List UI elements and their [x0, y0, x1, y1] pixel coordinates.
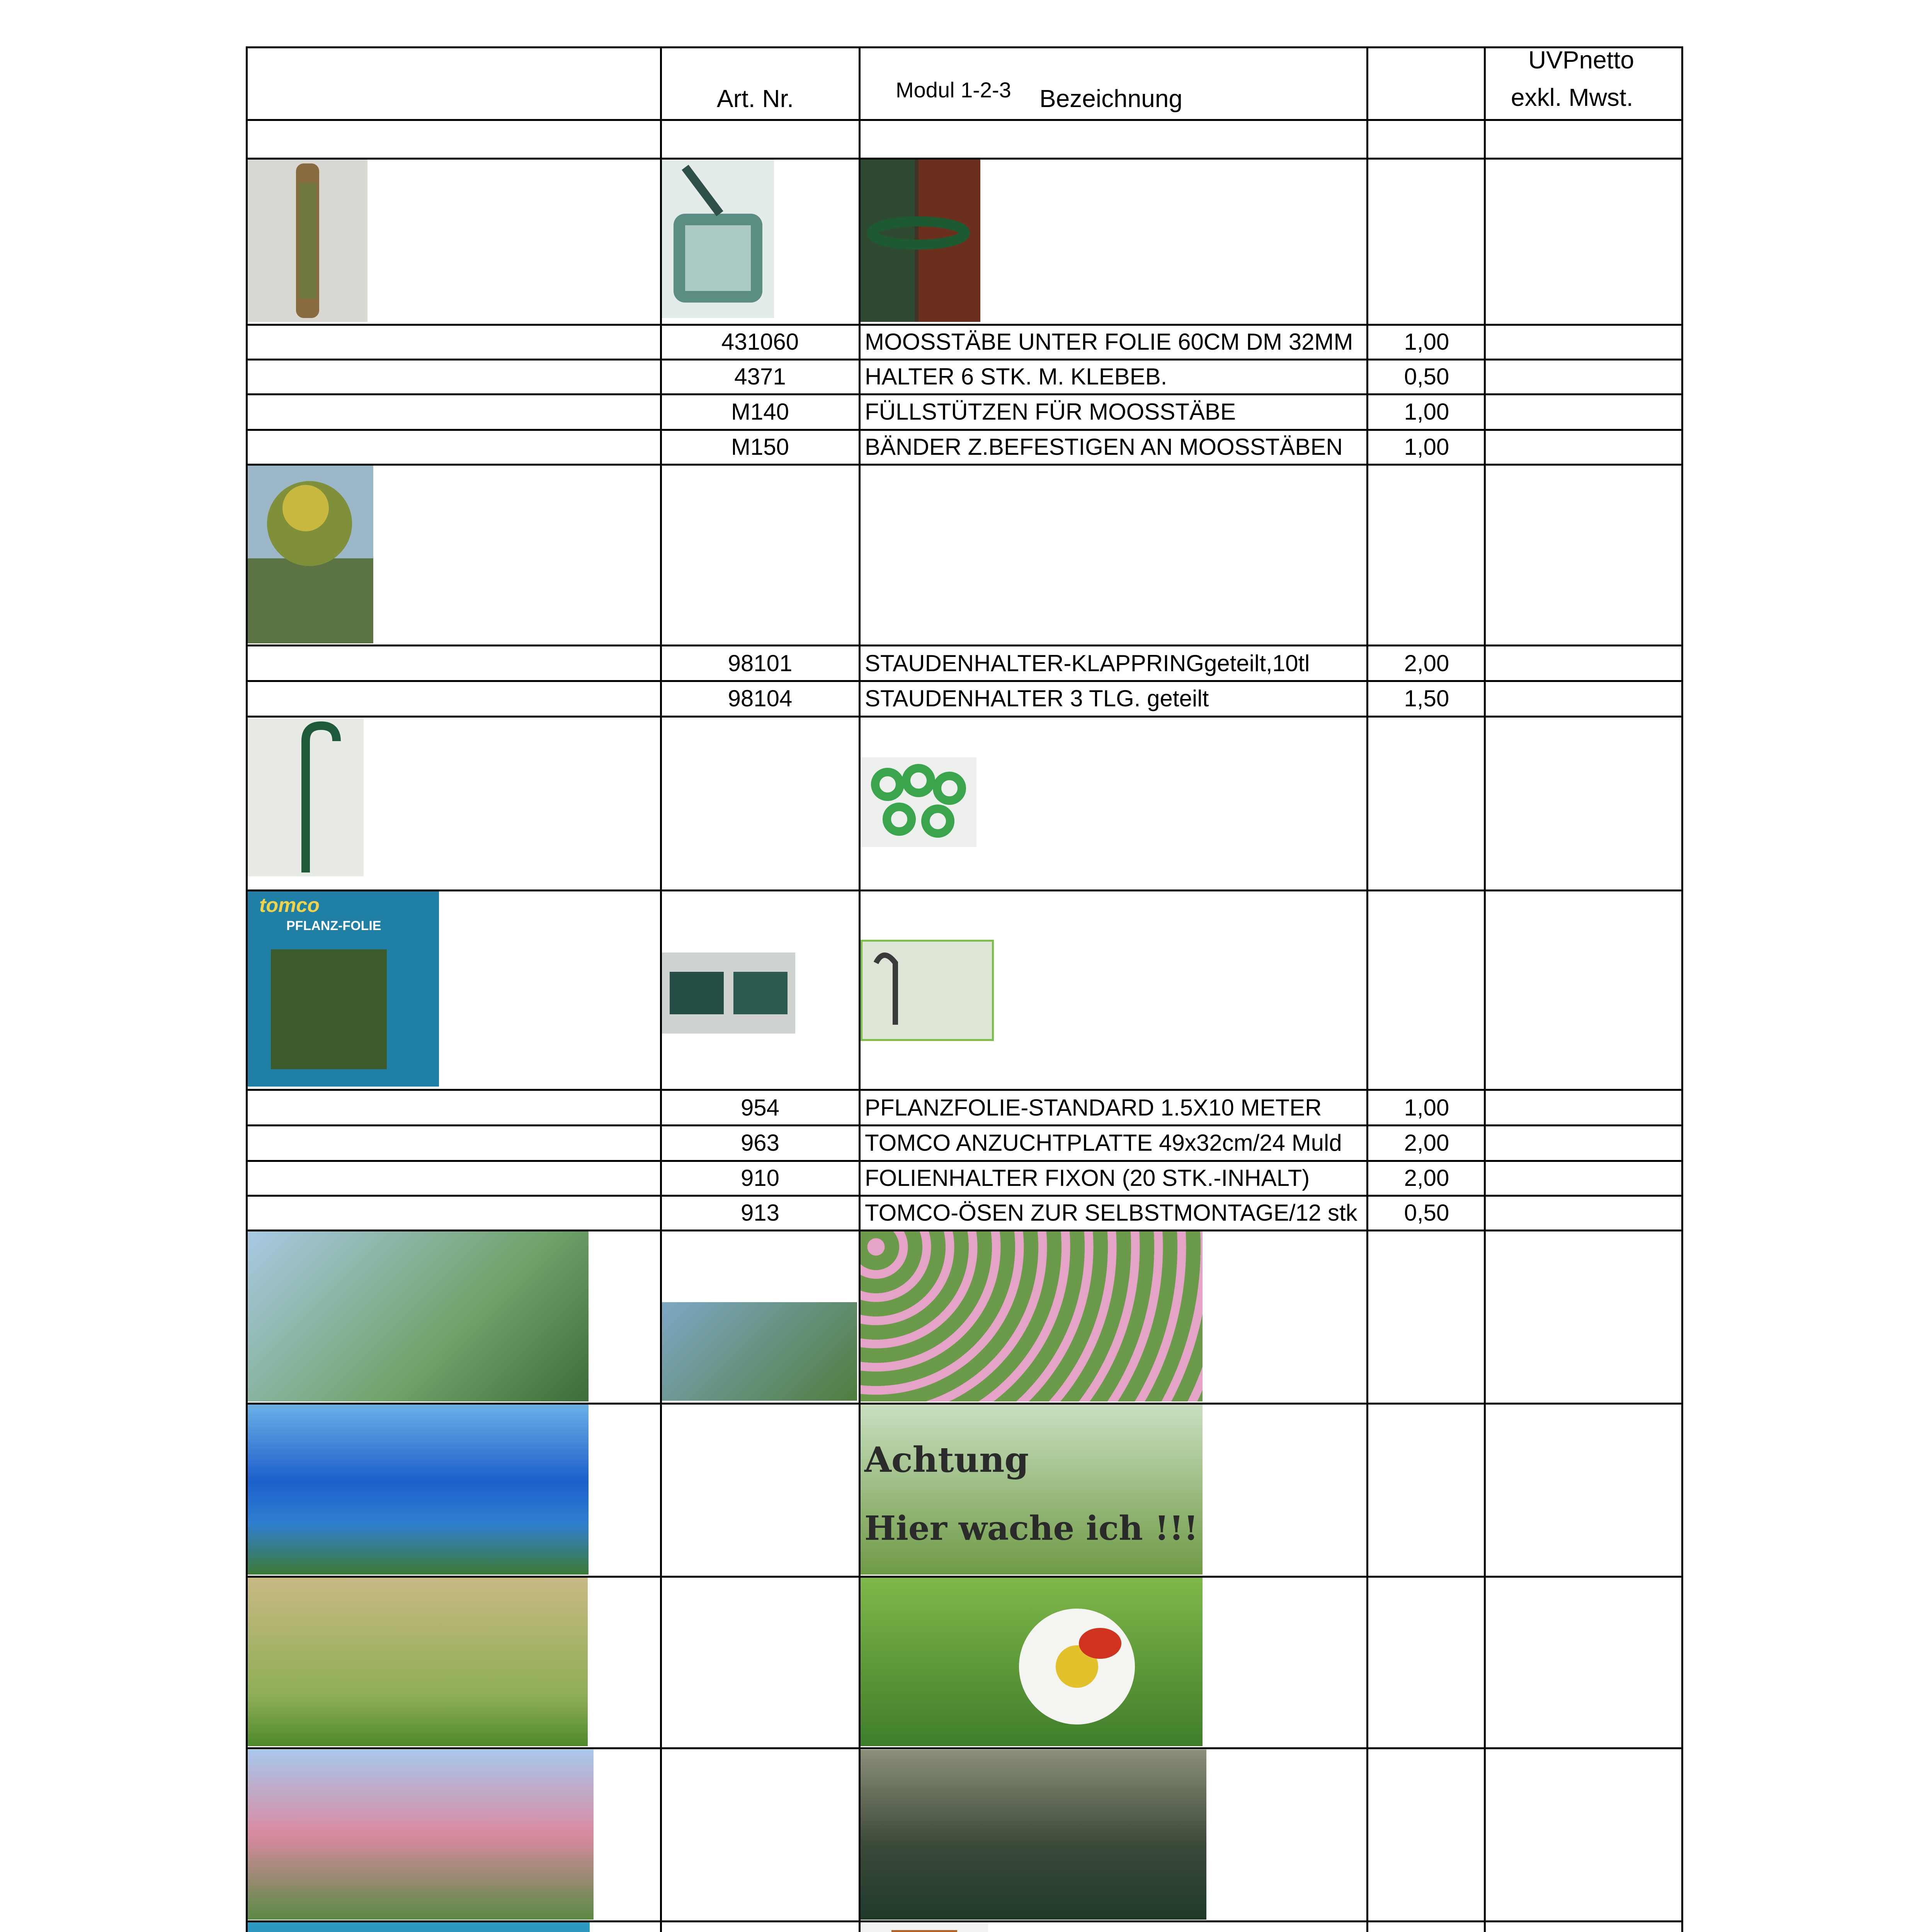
header-uvp-line1: UVPnetto [1528, 46, 1634, 74]
art-nr: 431060 [721, 329, 799, 355]
ground-stake-image [248, 718, 364, 876]
art-nr: 913 [740, 1200, 780, 1226]
rule [1681, 46, 1683, 1932]
price: 0,50 [1404, 364, 1449, 389]
tulip-motif-image [861, 1231, 1203, 1401]
plant-film-package-image [248, 891, 439, 1087]
description: MOOSSTÄBE UNTER FOLIE 60CM DM 32MM [865, 329, 1353, 355]
description: TOMCO ANZUCHTPLATTE 49x32cm/24 Muld [865, 1130, 1342, 1156]
package-photo [271, 949, 387, 1069]
rule [246, 1747, 1683, 1749]
price: 1,00 [1404, 399, 1449, 425]
rule [246, 889, 1683, 891]
pond-motif-image [861, 1750, 1206, 1920]
description: FÜLLSTÜTZEN FÜR MOOSSTÄBE [865, 399, 1236, 425]
price: 2,00 [1404, 1130, 1449, 1156]
dog-sign-line2: Hier wache ich !!! [864, 1509, 1198, 1548]
description: HALTER 6 STK. M. KLEBEB. [865, 364, 1167, 389]
moss-stick-image [248, 160, 367, 322]
clownfish-motif-image [248, 1922, 590, 1932]
hummingbird-motif-image [248, 1231, 589, 1401]
art-nr: 963 [740, 1130, 780, 1156]
sea-motif-image [248, 1405, 589, 1575]
description: TOMCO-ÖSEN ZUR SELBSTMONTAGE/12 stk [865, 1200, 1357, 1226]
price: 2,00 [1404, 650, 1449, 676]
price: 1,00 [1404, 434, 1449, 460]
roses-motif-image [248, 1750, 594, 1920]
seed-tray-image [662, 952, 795, 1034]
art-nr: 98101 [728, 650, 793, 676]
price: 1,00 [1404, 1095, 1449, 1121]
description: BÄNDER Z.BEFESTIGEN AN MOOSSTÄBEN [865, 434, 1343, 460]
art-nr: 954 [740, 1095, 780, 1121]
art-nr: M150 [731, 434, 789, 460]
description: STAUDENHALTER-KLAPPRINGgeteilt,10tl [865, 650, 1310, 676]
rule [246, 119, 1683, 121]
description: FOLIENHALTER FIXON (20 STK.-INHALT) [865, 1165, 1310, 1191]
rabbit-motif-image [248, 1578, 588, 1746]
art-nr: 98104 [728, 685, 793, 711]
header-bezeichnung: Bezeichnung [1039, 85, 1183, 112]
ladybug-daisy-motif-image [861, 1578, 1203, 1746]
green-rings-image [861, 757, 976, 847]
price: 0,50 [1404, 1200, 1449, 1226]
header-art-nr: Art. Nr. [717, 85, 794, 112]
header-modul: Modul 1-2-3 [896, 78, 1011, 102]
price: 1,00 [1404, 329, 1449, 355]
art-nr: M140 [731, 399, 789, 425]
art-nr: 910 [740, 1165, 780, 1191]
header-uvp-line2: exkl. Mwst. [1511, 83, 1633, 111]
description: PFLANZFOLIE-STANDARD 1.5X10 METER [865, 1095, 1322, 1121]
rule [1484, 46, 1486, 1932]
price: 1,50 [1404, 685, 1449, 711]
dog-sign-motif-image [861, 1405, 1203, 1575]
frog-motif-image [662, 1302, 857, 1401]
perennial-plant-image [248, 466, 373, 643]
holder-image [662, 160, 774, 318]
band-image [861, 160, 980, 322]
rule [246, 46, 1683, 48]
package-title: PFLANZ-FOLIE [286, 918, 381, 933]
film-holder-image [861, 940, 994, 1041]
art-nr: 4371 [734, 364, 786, 389]
dog-sign-line1: Achtung [864, 1439, 1029, 1480]
price: 2,00 [1404, 1165, 1449, 1191]
description: STAUDENHALTER 3 TLG. geteilt [865, 685, 1209, 711]
tomco-logo: tomco [259, 894, 320, 917]
stone-picture-product-image [861, 1922, 988, 1932]
